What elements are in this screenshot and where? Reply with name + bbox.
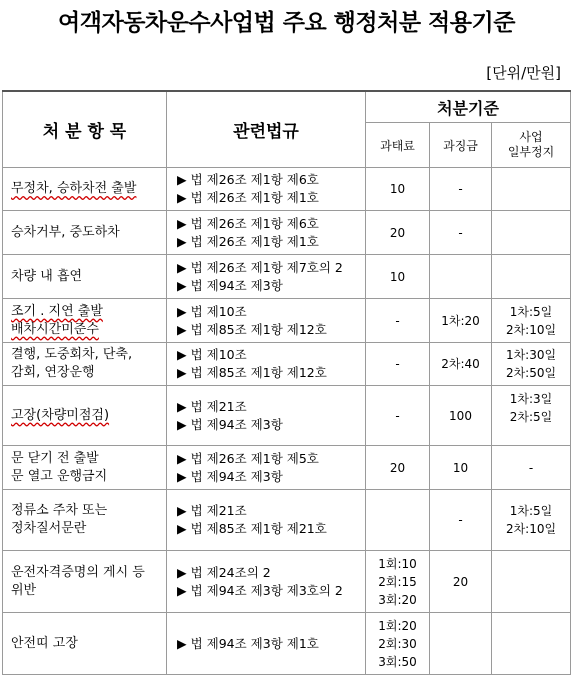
row-fine: 10	[366, 168, 430, 211]
row-fine: 1회:20 2회:30 3회:50	[366, 613, 430, 675]
row-penalty: 20	[430, 551, 492, 613]
row-law: ▶ 법 제21조 ▶ 법 제94조 제3항	[167, 386, 366, 446]
row-item: 안전띠 고장	[3, 613, 167, 675]
row-item	[3, 386, 167, 446]
table-row	[3, 168, 571, 211]
row-law: ▶ 법 제26조 제1항 제6호 ▶ 법 제26조 제1항 제1호	[167, 211, 366, 255]
row-suspension	[492, 613, 571, 675]
header-law: 관련법규	[167, 91, 366, 168]
header-suspension: 사업 일부정지	[492, 123, 571, 168]
row-item: 운전자격증명의 게시 등 위반	[3, 551, 167, 613]
row-suspension: 1차:30일 2차:50일	[492, 343, 571, 386]
unit-label: [단위/만원]	[486, 64, 561, 82]
row-fine: 10	[366, 255, 430, 299]
row-law: ▶ 법 제26조 제1항 제5호 ▶ 법 제94조 제3항	[167, 446, 366, 490]
table-row	[3, 490, 571, 551]
table-row	[3, 255, 571, 299]
row-fine: 20	[366, 446, 430, 490]
row-item-text: 무정차, 승하차전 출발	[11, 181, 137, 196]
row-law: ▶ 법 제10조 ▶ 법 제85조 제1항 제12호	[167, 299, 366, 343]
row-suspension: 1차:5일 2차:10일	[492, 490, 571, 551]
row-fine: 1회:10 2회:15 3회:20	[366, 551, 430, 613]
row-penalty	[430, 255, 492, 299]
row-suspension	[492, 211, 571, 255]
row-item	[3, 168, 167, 211]
row-penalty	[430, 613, 492, 675]
row-law: ▶ 법 제26조 제1항 제7호의 2 ▶ 법 제94조 제3항	[167, 255, 366, 299]
row-penalty: -	[430, 211, 492, 255]
row-item: 차량 내 흡연	[3, 255, 167, 299]
row-suspension: 1차:5일 2차:10일	[492, 299, 571, 343]
row-item: 결행, 도중회차, 단축, 감회, 연장운행	[3, 343, 167, 386]
row-item: 문 닫기 전 출발 문 열고 운행금지	[3, 446, 167, 490]
table-row	[3, 446, 571, 490]
row-suspension	[492, 255, 571, 299]
row-fine: -	[366, 343, 430, 386]
row-item: 승차거부, 중도하차	[3, 211, 167, 255]
row-law: ▶ 법 제21조 ▶ 법 제85조 제1항 제21호	[167, 490, 366, 551]
row-fine: -	[366, 299, 430, 343]
penalty-table	[2, 90, 571, 675]
row-fine: 20	[366, 211, 430, 255]
row-penalty: -	[430, 490, 492, 551]
page-title: 여객자동차운수사업법 주요 행정처분 적용기준	[58, 10, 515, 36]
row-item: 정류소 주차 또는 정차질서문란	[3, 490, 167, 551]
row-suspension	[492, 551, 571, 613]
row-penalty: 2차:40	[430, 343, 492, 386]
row-penalty: 1차:20	[430, 299, 492, 343]
header-penalty: 과징금	[430, 123, 492, 168]
row-fine	[366, 490, 430, 551]
row-fine: -	[366, 386, 430, 446]
row-suspension	[492, 168, 571, 211]
row-law: ▶ 법 제94조 제3항 제1호	[167, 613, 366, 675]
row-penalty: 100	[430, 386, 492, 446]
header-fine: 과태료	[366, 123, 430, 168]
table-row	[3, 211, 571, 255]
table-row	[3, 343, 571, 386]
table-row	[3, 613, 571, 675]
table-row	[3, 386, 571, 446]
row-suspension: -	[492, 446, 571, 490]
table-row	[3, 551, 571, 613]
row-law: ▶ 법 제10조 ▶ 법 제85조 제1항 제12호	[167, 343, 366, 386]
row-item-text: 고장(차량미점검)	[11, 407, 110, 423]
row-penalty: 10	[430, 446, 492, 490]
header-item: 처 분 항 목	[3, 91, 167, 168]
row-item-text: 조기 . 지연 출발 배차시간미준수	[11, 303, 103, 337]
row-penalty: -	[430, 168, 492, 211]
table-row	[3, 299, 571, 343]
row-law: ▶ 법 제26조 제1항 제6호 ▶ 법 제26조 제1항 제1호	[167, 168, 366, 211]
row-item	[3, 299, 167, 343]
row-suspension: 1차:3일 2차:5일	[492, 386, 571, 446]
row-law: ▶ 법 제24조의 2 ▶ 법 제94조 제3항 제3호의 2	[167, 551, 366, 613]
header-standard: 처분기준	[366, 91, 571, 123]
